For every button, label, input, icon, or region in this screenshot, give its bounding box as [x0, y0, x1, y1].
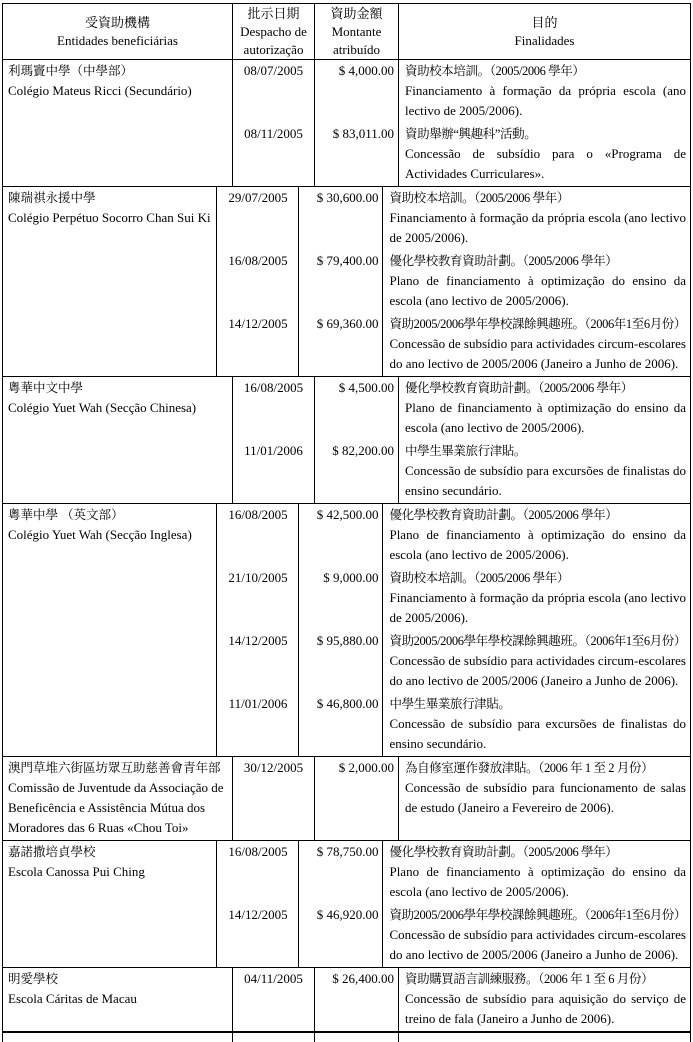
subsidy-table — [2, 3, 691, 1033]
purpose-zh: 優化學校教育資助計劃。（2005/2006 學年） — [389, 254, 618, 268]
entity-name-zh: 明愛學校 — [8, 972, 59, 986]
subsidy-entry — [217, 693, 690, 756]
purpose-cell — [399, 757, 690, 840]
date-cell: 14/12/2005 — [217, 313, 299, 376]
purpose-pt: Concessão de subsídio para actividades circum-escolares do ano lectivo de 2005/2006 (Janeiro a Junho de 2006). — [389, 653, 686, 688]
purpose-cell — [383, 250, 690, 313]
row-entries — [217, 187, 690, 376]
purpose-cell — [399, 968, 690, 1031]
purpose-pt: Concessão de subsídio para funcionamento de salas de estudo (Janeiro a Fevereiro de 2006). — [405, 780, 686, 815]
entity-name-pt: Comissão de Juventude da Associação de Beneficência e Assistência Mútua dos Moradores das 6 Ruas «Chou Toi» — [8, 780, 224, 835]
purpose-pt: Concessão de subsídio para actividades circum-escolares do ano lectivo de 2005/2006 (Janeiro a Junho de 2006). — [389, 927, 686, 962]
entity-cell — [3, 841, 217, 967]
subsidy-entry — [233, 440, 690, 503]
date-cell: 29/07/2005 — [217, 187, 299, 250]
amount-cell: $ 69,360.00 — [299, 313, 383, 376]
purpose-cell — [383, 693, 690, 756]
purpose-zh: 資助購買語言訓練服務。（2006 年 1 至 6 月份） — [405, 972, 654, 986]
date-cell: 04/11/2005 — [233, 968, 315, 1031]
entity-name-zh: 粵華中學 （英文部） — [8, 508, 124, 522]
purpose-pt: Concessão de subsídio para o «Programa de Actividades Curriculares». — [405, 146, 686, 181]
continuation-col-purpose — [399, 1032, 690, 1042]
amount-cell: $ 4,000.00 — [315, 60, 399, 123]
purpose-zh: 資助校本培訓。（2005/2006 學年） — [389, 571, 569, 585]
subsidy-entry — [217, 250, 690, 313]
row-entries — [233, 60, 690, 186]
purpose-zh: 資助2005/2006學年學校課餘興趣班。（2006年1至6月份） — [389, 634, 686, 648]
amount-cell: $ 30,600.00 — [299, 187, 383, 250]
date-cell: 08/11/2005 — [233, 123, 315, 186]
date-cell: 30/12/2005 — [233, 757, 315, 840]
amount-cell: $ 95,880.00 — [299, 630, 383, 693]
entity-cell — [3, 504, 217, 756]
purpose-zh: 資助舉辦“興趣科”活動。 — [405, 127, 537, 141]
subsidy-entry — [233, 123, 690, 186]
entity-cell — [3, 968, 233, 1031]
subsidy-entry — [233, 757, 690, 840]
purpose-pt: Concessão de subsídio para actividades circum-escolares do ano lectivo de 2005/2006 (Janeiro a Junho de 2006). — [389, 336, 686, 371]
header-amount — [315, 4, 399, 59]
entity-name-pt: Colégio Yuet Wah (Secção Chinesa) — [8, 400, 197, 415]
header-purpose-zh: 目的 — [531, 14, 558, 30]
table-row — [3, 187, 690, 377]
date-cell: 14/12/2005 — [217, 630, 299, 693]
table-row — [3, 377, 690, 504]
purpose-zh: 資助2005/2006學年學校課餘興趣班。（2006年1至6月份） — [389, 317, 686, 331]
entity-name-pt: Colégio Perpétuo Socorro Chan Sui Ki — [8, 210, 211, 225]
purpose-pt: Financiamento à formação da própria escola (ano lectivo de 2005/2006). — [389, 210, 686, 245]
table-header-row — [3, 4, 690, 60]
table-row — [3, 841, 690, 968]
table-row — [3, 504, 690, 757]
purpose-zh: 為自修室運作發放津貼。（2006 年 1 至 2 月份） — [405, 761, 654, 775]
purpose-cell — [399, 123, 690, 186]
header-date-pt: Despacho de autorização — [240, 23, 307, 57]
amount-cell: $ 78,750.00 — [299, 841, 383, 904]
date-cell: 21/10/2005 — [217, 567, 299, 630]
subsidy-entry — [217, 630, 690, 693]
subsidy-entry — [233, 60, 690, 123]
purpose-zh: 資助校本培訓。（2005/2006 學年） — [389, 191, 569, 205]
purpose-cell — [383, 630, 690, 693]
purpose-pt: Plano de financiamento à optimização do ensino da escola (ano lectivo de 2005/2006). — [389, 864, 686, 899]
purpose-pt: Concessão de subsídio para aquisição do serviço de treino de fala (Janeiro a Junho de 2006). — [405, 991, 686, 1026]
entity-name-zh: 澳門草堆六街區坊眾互助慈善會青年部 — [8, 761, 221, 775]
purpose-pt: Plano de financiamento à optimização do ensino da escola (ano lectivo de 2005/2006). — [389, 527, 686, 562]
header-purpose-pt: Finalidades — [514, 32, 575, 48]
purpose-cell — [383, 187, 690, 250]
continuation-col-amount — [315, 1032, 399, 1042]
entity-name-pt: Colégio Mateus Ricci (Secundário) — [8, 83, 192, 98]
subsidy-entry — [217, 567, 690, 630]
date-cell: 16/08/2005 — [217, 841, 299, 904]
entity-name-zh: 利瑪竇中學（中學部） — [8, 64, 134, 78]
purpose-pt: Plano de financiamento à optimização do ensino da escola (ano lectivo de 2005/2006). — [405, 400, 686, 435]
purpose-pt: Plano de financiamento à optimização do ensino da escola (ano lectivo de 2005/2006). — [389, 273, 686, 308]
date-cell: 14/12/2005 — [217, 904, 299, 967]
amount-cell: $ 2,000.00 — [315, 757, 399, 840]
table-row — [3, 757, 690, 841]
entity-cell — [3, 187, 217, 376]
header-entity-zh: 受資助機構 — [84, 14, 150, 30]
purpose-pt: Concessão de subsídio para excursões de finalistas do ensino secundário. — [389, 716, 686, 751]
purpose-cell — [399, 377, 690, 440]
entity-name-pt: Escola Cáritas de Macau — [8, 991, 137, 1006]
amount-cell: $ 42,500.00 — [299, 504, 383, 567]
amount-cell: $ 26,400.00 — [315, 968, 399, 1031]
subsidy-entry — [217, 187, 690, 250]
purpose-cell — [383, 313, 690, 376]
row-entries — [217, 841, 690, 967]
purpose-zh: 優化學校教育資助計劃。（2005/2006 學年） — [389, 845, 618, 859]
entity-cell — [3, 757, 233, 840]
date-cell: 08/07/2005 — [233, 60, 315, 123]
purpose-cell — [399, 60, 690, 123]
header-entity-pt: Entidades beneficiárias — [57, 32, 178, 48]
amount-cell: $ 9,000.00 — [299, 567, 383, 630]
header-amount-zh: 資助金額 — [330, 5, 383, 21]
entity-cell — [3, 60, 233, 186]
continuation-col-date — [233, 1032, 315, 1042]
amount-cell: $ 82,200.00 — [315, 440, 399, 503]
table-row — [3, 968, 690, 1032]
header-amount-pt: Montante atribuído — [331, 23, 382, 57]
date-cell: 11/01/2006 — [217, 693, 299, 756]
purpose-pt: Financiamento à formação da própria escola (ano lectivo de 2005/2006). — [389, 590, 686, 625]
row-entries — [217, 504, 690, 756]
row-entries — [233, 377, 690, 503]
amount-cell: $ 46,920.00 — [299, 904, 383, 967]
purpose-zh: 資助2005/2006學年學校課餘興趣班。（2006年1至6月份） — [389, 908, 686, 922]
row-entries — [233, 757, 690, 840]
purpose-cell — [383, 504, 690, 567]
subsidy-entry — [217, 504, 690, 567]
amount-cell: $ 4,500.00 — [315, 377, 399, 440]
purpose-zh: 中學生畢業旅行津貼。 — [389, 697, 511, 711]
date-cell: 16/08/2005 — [217, 504, 299, 567]
subsidy-entry — [233, 968, 690, 1031]
entity-name-zh: 陳瑞祺永援中學 — [8, 191, 96, 205]
amount-cell: $ 46,800.00 — [299, 693, 383, 756]
subsidy-entry — [217, 313, 690, 376]
entity-cell — [3, 377, 233, 503]
date-cell: 16/08/2005 — [233, 377, 315, 440]
amount-cell: $ 83,011.00 — [315, 123, 399, 186]
header-date — [233, 4, 315, 59]
entity-name-pt: Escola Canossa Pui Ching — [8, 864, 145, 879]
date-cell: 16/08/2005 — [217, 250, 299, 313]
subsidy-entry — [217, 841, 690, 904]
purpose-zh: 中學生畢業旅行津貼。 — [405, 444, 527, 458]
purpose-cell — [383, 904, 690, 967]
table-row — [3, 60, 690, 187]
date-cell: 11/01/2006 — [233, 440, 315, 503]
purpose-pt: Financiamento à formação da própria escola (ano lectivo de 2005/2006). — [405, 83, 686, 118]
purpose-cell — [383, 567, 690, 630]
header-entity — [3, 4, 233, 59]
header-purpose — [399, 4, 690, 59]
amount-cell: $ 79,400.00 — [299, 250, 383, 313]
purpose-cell — [383, 841, 690, 904]
purpose-zh: 優化學校教育資助計劃。（2005/2006 學年） — [405, 381, 633, 395]
entity-name-pt: Colégio Yuet Wah (Secção Inglesa) — [8, 527, 192, 542]
continuation-col-entity — [3, 1032, 233, 1042]
purpose-zh: 優化學校教育資助計劃。（2005/2006 學年） — [389, 508, 618, 522]
table-continuation — [2, 1032, 691, 1042]
header-date-zh: 批示日期 — [247, 5, 300, 21]
row-entries — [233, 968, 690, 1031]
purpose-zh: 資助校本培訓。（2005/2006 學年） — [405, 64, 585, 78]
entity-name-zh: 嘉諾撒培貞學校 — [8, 845, 96, 859]
subsidy-entry — [217, 904, 690, 967]
purpose-pt: Concessão de subsídio para excursões de finalistas do ensino secundário. — [405, 463, 686, 498]
purpose-cell — [399, 440, 690, 503]
subsidy-entry — [233, 377, 690, 440]
entity-name-zh: 粵華中文中學 — [8, 381, 84, 395]
